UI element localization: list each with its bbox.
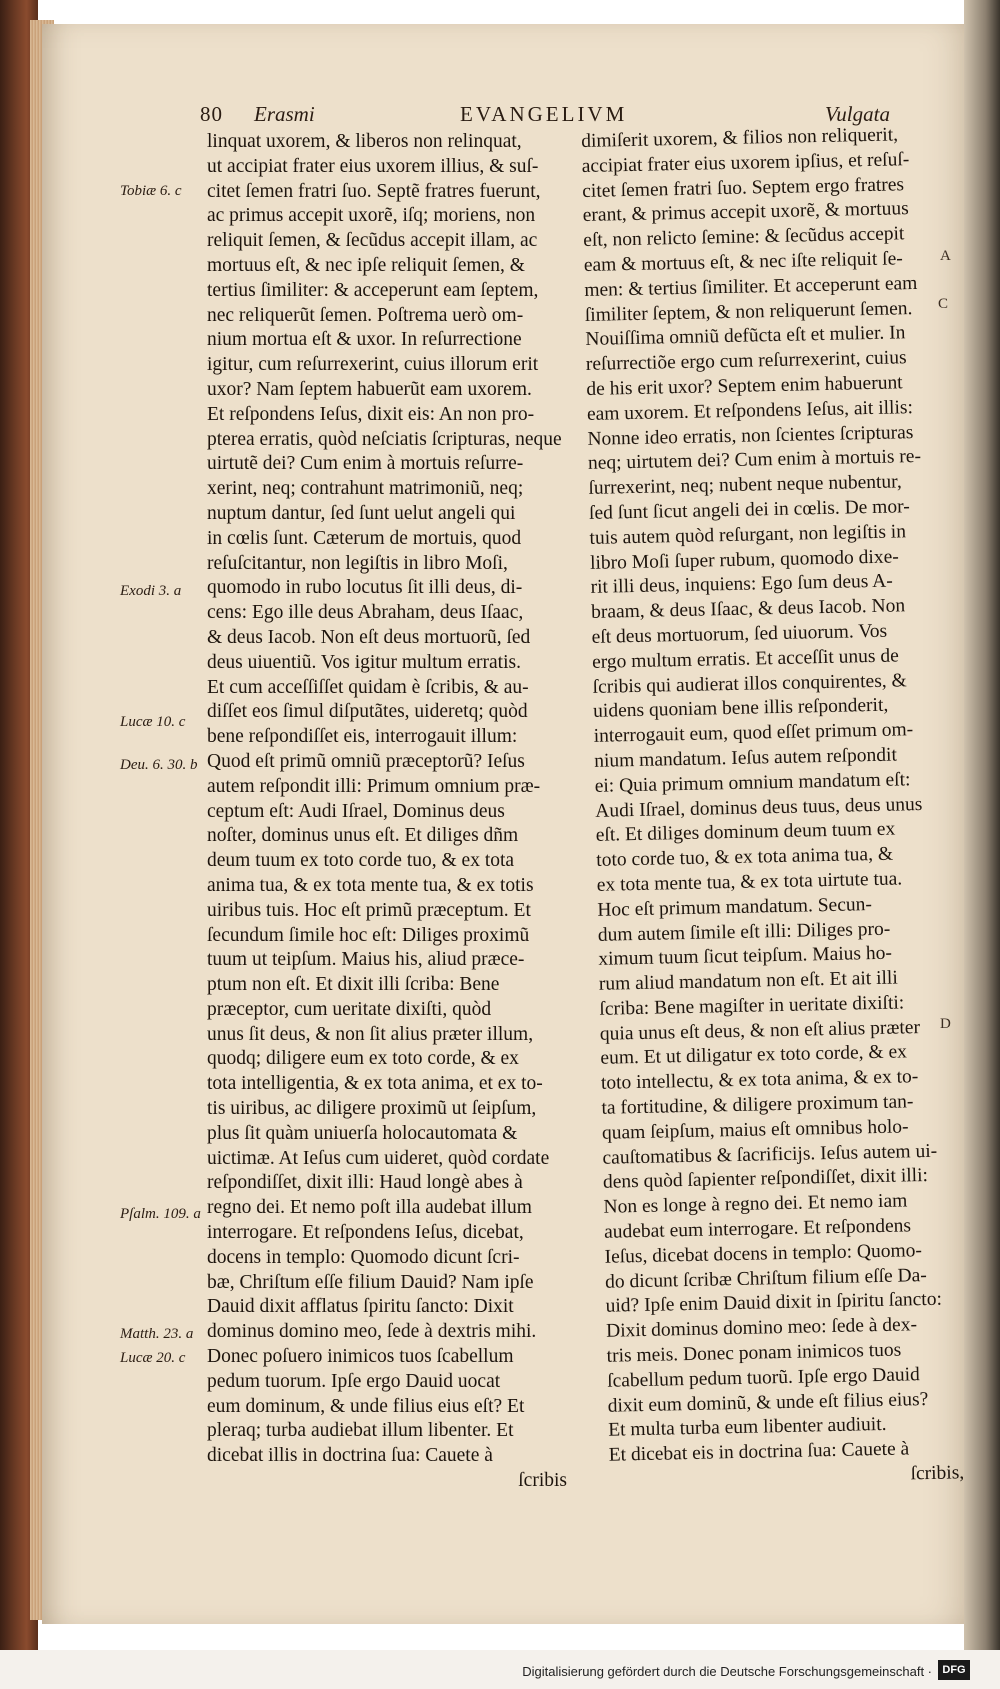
text-line: mortuus eſt, & nec ipſe reliquit ſemen, & [207, 254, 525, 276]
margin-note: Exodi 3. a [120, 583, 182, 599]
text-line: de his erit uxor? Septem enim habuerunt [586, 372, 903, 400]
text-line: tis uiribus, ac diligere proximũ ut ſeipſum, [207, 1098, 537, 1120]
text-line: tuis autem quòd reſurgant, non legiſtis in [589, 521, 907, 549]
text-line: neq; uirtutem dei? Cum enim à mortuis re- [587, 446, 922, 475]
text-line: pedum tuorum. Ipſe ergo Dauid uocat [207, 1370, 501, 1392]
text-line: do dicunt ſcribæ Chriſtum filium eſſe Da- [604, 1264, 927, 1293]
text-line: uxor? Nam ſeptem habuerũt eam uxorem. [207, 378, 532, 400]
text-line: eum dominum, & unde filius eius eſt? Et [207, 1395, 525, 1417]
text-line: docens in templo: Quomodo dicunt ſcri- [207, 1246, 520, 1268]
text-line: uirtutẽ dei? Cum enim à mortuis reſurre- [207, 453, 524, 475]
text-line: citet ſemen fratri ſuo. Septem ergo fratres [582, 173, 905, 202]
text-line: plus ſit quàm uniuerſa holocautomata & [207, 1122, 518, 1144]
running-head-center: EVANGELIVM [460, 102, 628, 126]
text-line: dimiſerit uxorem, & filios non reliquerit, [581, 124, 899, 152]
text-line: Et multa turba eum libenter audiuit. [608, 1414, 887, 1442]
text-line: eſt deus mortuorum, ſed uiuorum. Vos [591, 620, 888, 648]
text-line: pterea erratis, quòd neſciatis ſcripturas, neque [207, 428, 562, 450]
text-column-right [581, 123, 964, 1494]
text-line: pleraq; turba audiebat illum libenter. Et [207, 1420, 514, 1442]
text-line: ut accipiat frater eius uxorem illius, & suſ- [207, 155, 539, 177]
text-line: tota intelligentia, & ex tota anima, et ex to- [207, 1073, 543, 1095]
text-line: quomodo in rubo locutus ſit illi deus, di- [207, 577, 523, 599]
margin-note: Tobiæ 6. c [120, 183, 182, 199]
text-line: cauſtomatibus & ſacrificijs. Ieſus autem ui- [602, 1140, 938, 1169]
page-number: 80 [200, 102, 223, 126]
text-line: Hoc eſt primum mandatum. Secun- [597, 893, 873, 921]
text-line: Et reſpondens Ieſus, dixit eis: An non pro- [207, 403, 535, 425]
running-head-left: Erasmi [254, 102, 315, 126]
text-line: regno dei. Et nemo poſt illa audebat illum [207, 1197, 532, 1219]
text-line: nium mortua eſt & uxor. In reſurrectione [207, 329, 522, 351]
text-line: ſecundum ſimile hoc eſt: Diliges proximũ [207, 924, 530, 946]
text-line: dominus domino meo, ſede à dextris mihi. [207, 1321, 537, 1343]
text-line: dum autem ſimile eſt illi: Diliges pro- [597, 918, 891, 946]
text-line: eam & mortuus eſt, & nec iſte reliquit ſe- [583, 248, 903, 276]
text-line: rit illi deus, inquiens: Ego ſum deus A- [590, 570, 893, 599]
text-line: ſcribis [518, 1470, 567, 1492]
text-line: ta fortitudine, & diligere proximum tan- [601, 1091, 914, 1119]
margin-letter: A [940, 248, 951, 264]
text-line: reliquit ſemen, & ſecũdus accepit illam, ac [207, 230, 538, 252]
text-line: uid? Ipſe enim Dauid dixit in ſpiritu ſancto: [605, 1289, 943, 1318]
text-line: quam ſeipſum, maius eſt omnibus holo- [601, 1116, 909, 1144]
text-line: reſpondiſſet, dixit illi: Haud longè abes à [207, 1172, 523, 1194]
text-line: bæ, Chriſtum eſſe filium Dauid? Nam ipſe [207, 1271, 534, 1293]
text-line: uidens quoniam bene illis reſponderit, [592, 695, 889, 723]
text-line: ſcribis, [910, 1462, 965, 1485]
text-line: braam, & deus Iſaac, & deus Iacob. Non [590, 595, 906, 624]
dfg-logo: DFG [938, 1660, 970, 1680]
text-line: deus uiuentiũ. Vos igitur multum erratis. [207, 651, 521, 673]
text-line: tuum ut teipſum. Maius his, aliud præce- [207, 949, 525, 971]
footer-credit: Digitalisierung gefördert durch die Deutsche Forschungsgemeinschaft · [522, 1664, 932, 1679]
text-line: & deus Iacob. Non eſt deus mortuorũ, ſed [207, 626, 531, 648]
margin-letter: C [938, 296, 949, 312]
text-line: igitur, cum reſurrexerint, cuius illorum erit [207, 354, 539, 376]
text-line: rum aliud mandatum non eſt. Et ait illi [598, 967, 899, 995]
text-line: audebat eum interrogare. Et reſpondens [603, 1215, 912, 1243]
text-line: interrogare. Et reſpondens Ieſus, dicebat, [207, 1222, 524, 1244]
text-line: eſt. Et diliges dominum deum tuum ex [595, 818, 896, 847]
margin-note: Pſalm. 109. a [120, 1206, 201, 1222]
text-line: Dauid dixit afflatus ſpiritu ſancto: Dixit [207, 1296, 514, 1318]
text-line: Et cum acceſſiſſet quidam è ſcribis, & au- [207, 676, 529, 698]
text-line: cens: Ego ille deus Abraham, deus Iſaac, [207, 602, 524, 624]
text-line: nec reliquerũt ſemen. Poſtrema uerò om- [207, 304, 524, 326]
text-line: erant, & primus accepit uxorẽ, & mortuus [582, 198, 909, 227]
text-line: ſcriba: Bene magiſter in ueritate dixiſti: [599, 992, 905, 1020]
text-line: noſter, dominus unus eſt. Et diliges dñm [207, 825, 519, 847]
text-line: Dixit dominus domino meo: ſede à dex- [605, 1314, 918, 1342]
text-line: eam uxorem. Et reſpondens Ieſus, ait illis: [586, 396, 914, 425]
text-line: accipiat frater eius uxorem ipſius, et reſuſ- [581, 148, 910, 177]
text-line: ei: Quia primum omnium mandatum eſt: [594, 768, 911, 797]
text-line: dens quòd ſapienter reſpondiſſet, dixit illi: [602, 1165, 929, 1194]
text-line: ac primus accepit uxorẽ, iſq; moriens, non [207, 205, 536, 227]
text-line: quodq; diligere eum ex toto corde, & ex [207, 1048, 519, 1070]
page-gutter [964, 0, 1000, 1650]
text-line: dixit eum dominũ, & unde eſt filius eius? [607, 1388, 929, 1417]
text-line: reſurrectiõe ergo cum reſurrexerint, cuius [585, 347, 907, 376]
text-line: ſed ſunt ſicut angeli dei in cœlis. De mor- [588, 496, 910, 524]
text-line: Ieſus, dicebat docens in templo: Quomo- [604, 1239, 923, 1268]
margin-note: Lucæ 20. c [120, 1350, 186, 1366]
text-line: diſſet eos ſimul diſputãtes, uideretq; quòd [207, 701, 528, 723]
text-line: ex tota mente tua, & ex tota uirtute tua. [596, 868, 903, 896]
text-line: ſurrexerint, neq; nubent neque nubentur, [588, 471, 902, 500]
text-line: dicebat illis in doctrina ſua: Cauete à [207, 1445, 493, 1467]
text-line: tris meis. Donec ponam inimicos tuos [606, 1339, 902, 1367]
text-line: ximum tuum ſicut teipſum. Maius ho- [598, 942, 893, 971]
text-line: ergo multum erratis. Et acceſſit unus de [591, 645, 899, 673]
text-column-left [207, 130, 567, 1494]
margin-note: Lucæ 10. c [120, 714, 186, 730]
text-line: citet ſemen fratri ſuo. Septẽ fratres fuerunt, [207, 180, 541, 202]
text-line: anima tua, & ex tota mente tua, & ex totis [207, 874, 534, 896]
text-line: ceptum eſt: Audi Iſrael, Dominus deus [207, 800, 505, 822]
text-line: tertius ſimiliter: & acceperunt eam ſeptem, [207, 279, 539, 301]
text-line: Et dicebat eis in doctrina ſua: Cauete à [608, 1438, 910, 1466]
text-line: nium mandatum. Ieſus autem reſpondit [594, 744, 898, 772]
text-line: toto intellectu, & ex tota anima, & ex to- [600, 1066, 919, 1095]
text-line: ſcribis qui audierat illos conquirentes, & [592, 669, 907, 698]
text-line: autem reſpondit illi: Primum omnium præ- [207, 775, 541, 797]
text-line: men: & tertius ſimiliter. Et acceperunt eam [584, 272, 918, 301]
margin-letter: D [940, 1016, 951, 1032]
text-line: ſimiliter ſeptem, & non reliquerunt ſemen. [584, 297, 913, 326]
text-line: præceptor, cum ueritate dixiſti, quòd [207, 998, 492, 1020]
margin-note: Matth. 23. a [120, 1326, 194, 1342]
text-line: deum tuum ex toto corde tuo, & ex tota [207, 850, 515, 872]
text-line: reſuſcitantur, non legiſtis in libro Moſi, [207, 552, 508, 574]
text-line: in cœlis ſunt. Cæterum de mortuis, quod [207, 527, 522, 549]
text-line: Non es longe à regno dei. Et nemo iam [603, 1190, 908, 1219]
text-line: Audi Iſrael, dominus deus tuus, deus unus [595, 793, 923, 822]
text-line: quia unus eſt deus, & non eſt alius præter [599, 1016, 921, 1045]
text-line: Nouiſſima omniũ defũcta eſt et mulier. In [585, 322, 906, 351]
text-line: xerint, neq; contrahunt matrimoniũ, neq; [207, 478, 524, 500]
text-line: Donec poſuero inimicos tuos ſcabellum [207, 1346, 514, 1368]
text-line: ptum non eſt. Et dixit illi ſcriba: Bene [207, 974, 500, 996]
text-line: unus ſit deus, & non ſit alius præter illum, [207, 1023, 534, 1045]
text-line: interrogauit eum, quod eſſet primum om- [593, 719, 914, 747]
text-line: nuptum dantur, ſed ſunt uelut angeli qui [207, 502, 516, 524]
text-line: bene reſpondiſſet eis, interrogauit illum: [207, 726, 518, 748]
text-line: ſcabellum pedum tuorũ. Ipſe ergo Dauid [606, 1364, 920, 1392]
text-line: toto corde tuo, & ex tota anima tua, & [596, 843, 894, 871]
text-line: linquat uxorem, & liberos non relinquat, [207, 131, 522, 152]
running-head-right: Vulgata [825, 102, 890, 126]
text-line: uictimæ. At Ieſus cum uideret, quòd cordate [207, 1147, 550, 1169]
text-line: Quod eſt primũ omniũ præceptorũ? Ieſus [207, 750, 525, 772]
margin-note: Deu. 6. 30. b [120, 757, 198, 773]
text-line: eſt, non relicto ſemine: & ſecũdus accepit [583, 223, 905, 252]
text-line: Nonne ideo erratis, non ſcientes ſcripturas [587, 421, 914, 450]
text-line: eum. Et ut diligatur ex toto corde, & ex [600, 1041, 908, 1070]
text-line: uiribus tuis. Hoc eſt primũ præceptum. Et [207, 899, 531, 921]
text-line: libro Moſi ſuper rubum, quomodo dixe- [589, 545, 899, 574]
